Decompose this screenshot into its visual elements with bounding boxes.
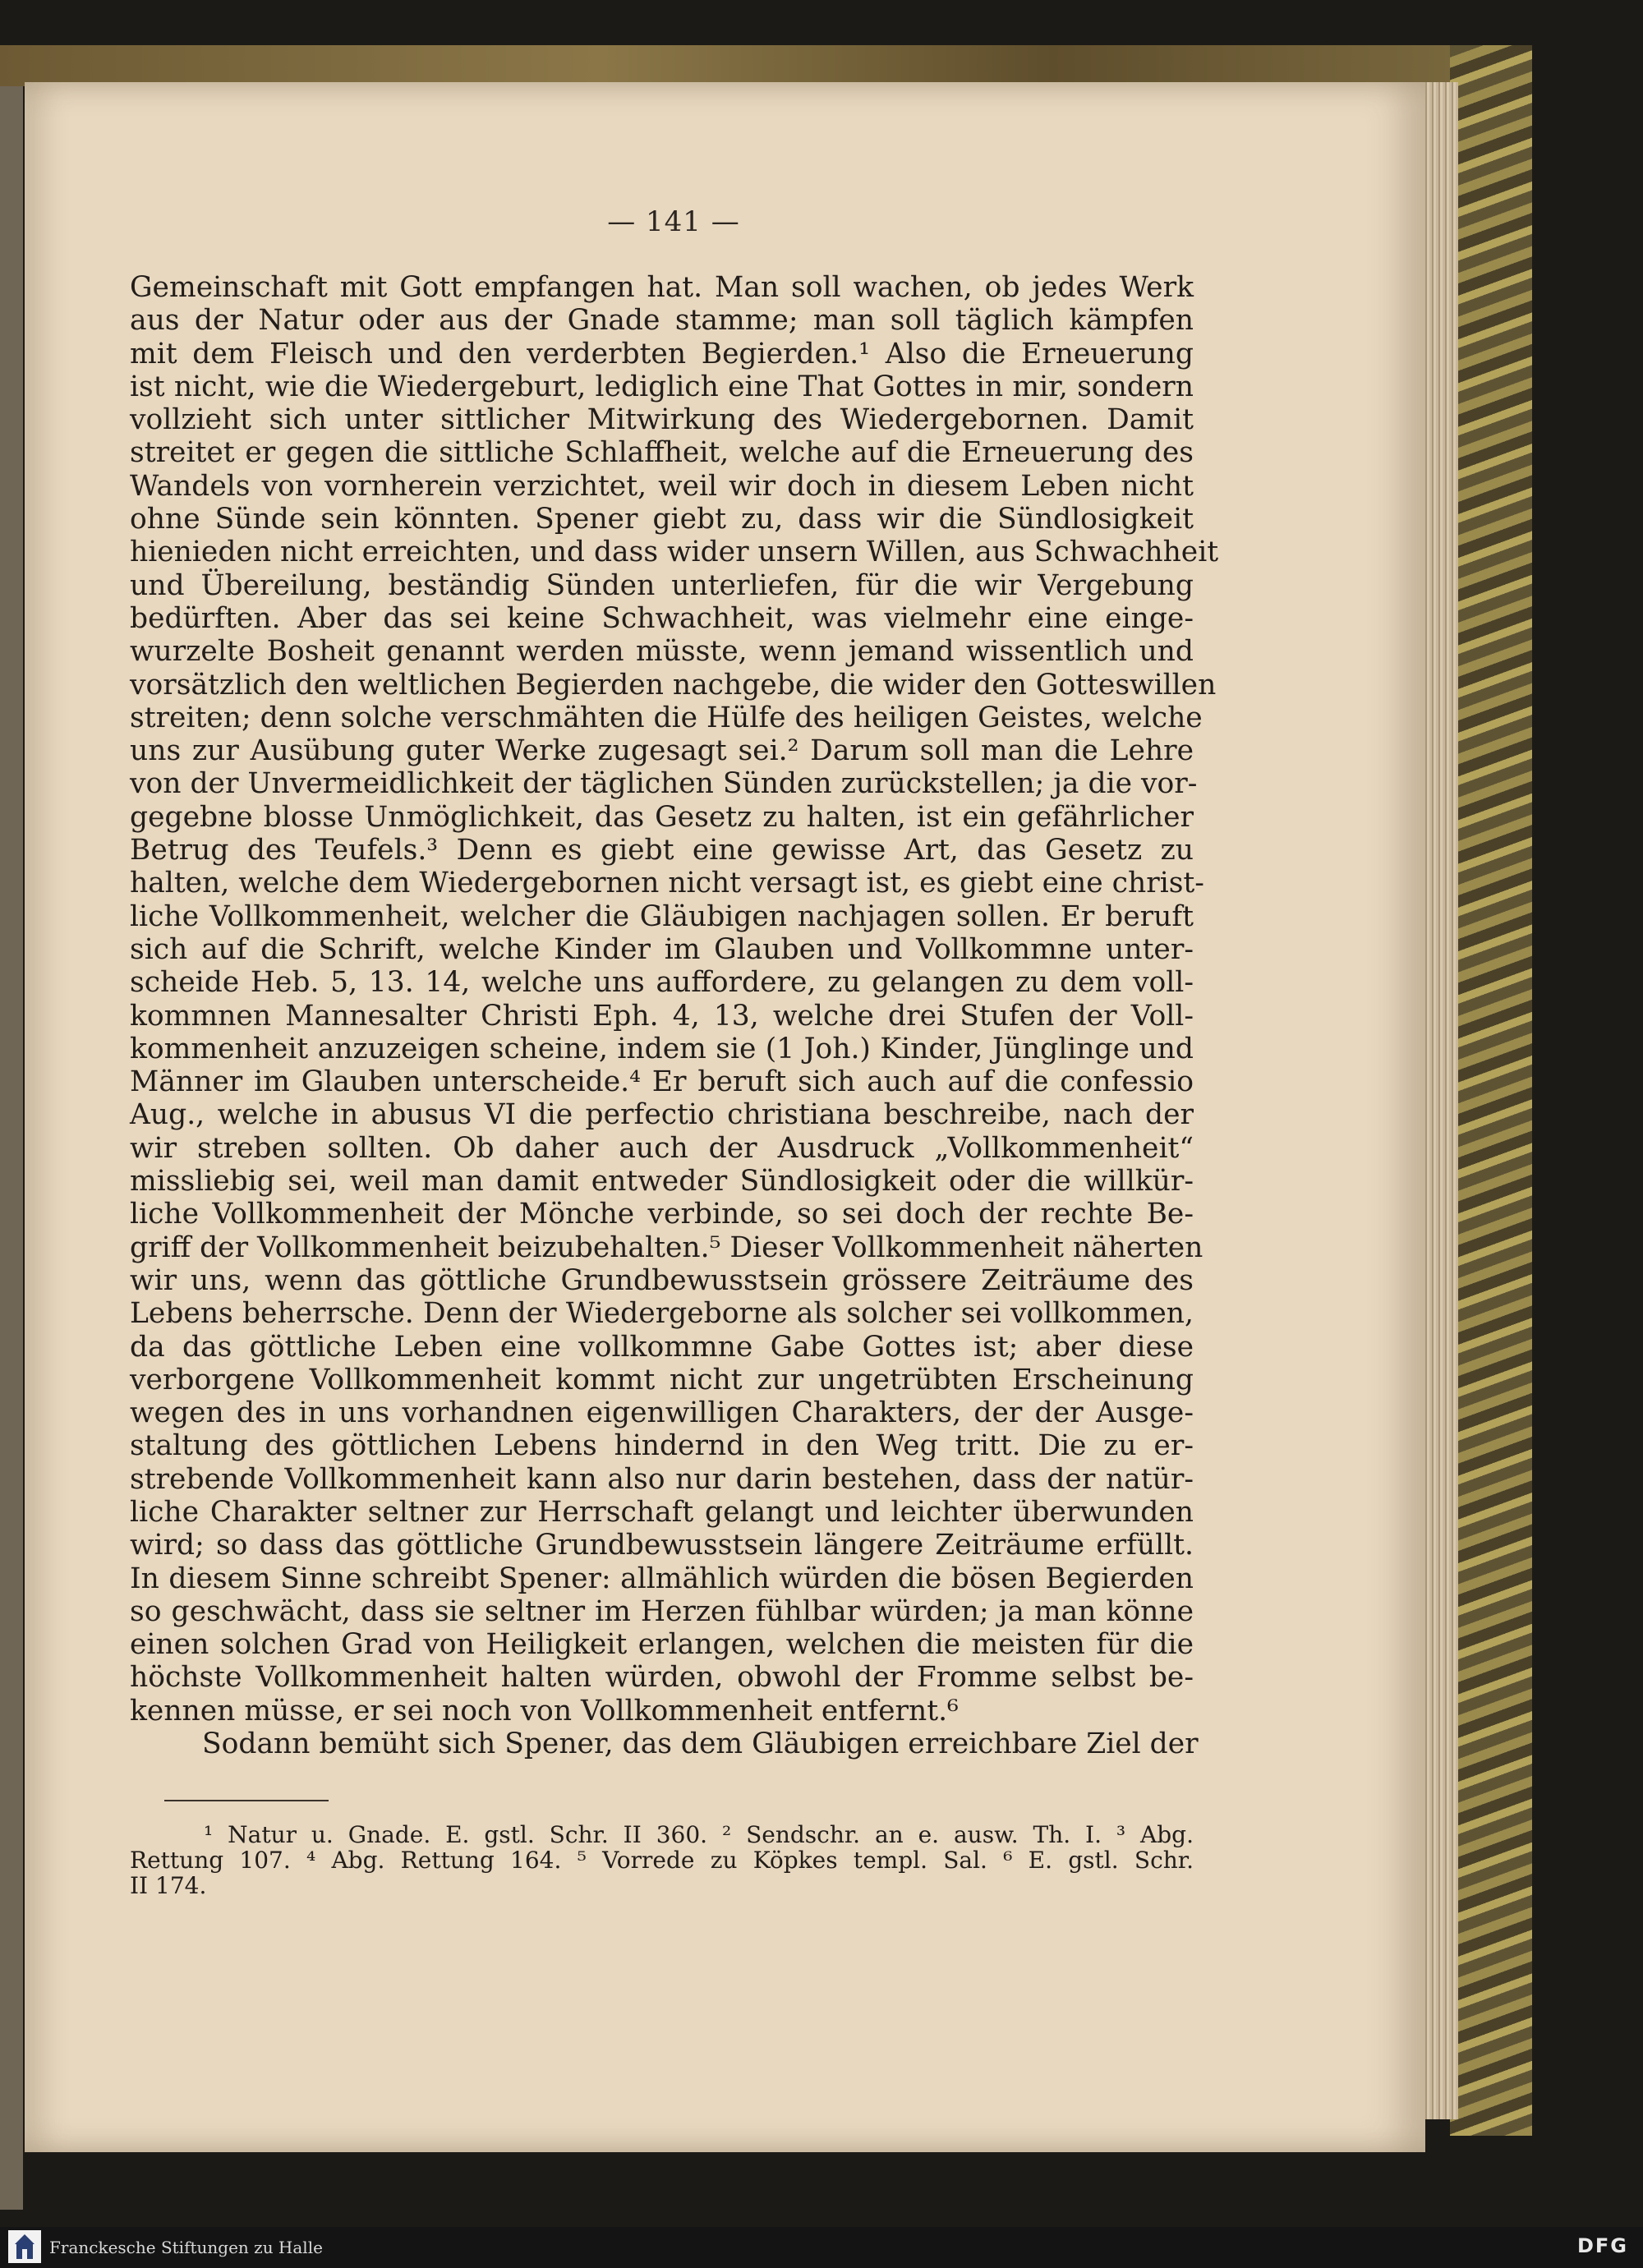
footnote-line: Rettung 107. ⁴ Abg. Rettung 164. ⁵ Vorrede zu Köpkes templ. Sal. ⁶ E. gstl. Schr. [130,1847,1194,1874]
text-line: ist nicht, wie die Wiedergeburt, lediglich eine That Gottes in mir, sondern [130,370,1194,403]
text-line: wegen des in uns vorhandnen eigenwilligen Charakters, der der Ausge- [130,1396,1194,1430]
institution-logo-icon[interactable] [8,2230,41,2263]
text-line: missliebig sei, weil man damit entweder Sündlosigkeit oder die willkür- [130,1165,1194,1198]
text-line: strebende Vollkommenheit kann also nur darin bestehen, dass der natür- [130,1462,1194,1496]
text-line: Betrug des Teufels.³ Denn es giebt eine gewisse Art, das Gesetz zu [130,834,1194,867]
text-line: gegebne blosse Unmöglichkeit, das Gesetz zu halten, ist ein gefährlicher [130,800,1194,834]
text-line: Lebens beherrsche. Denn der Wiedergeborne als solcher sei vollkommen, [130,1297,1194,1331]
text-line: Sodann bemüht sich Spener, das dem Gläubigen erreichbare Ziel der [202,1727,1199,1761]
text-line: von der Unvermeidlichkeit der täglichen Sünden zurückstellen; ja die vor- [130,767,1198,801]
text-line: kommenheit anzuzeigen scheine, indem sie (1 Joh.) Kinder, Jünglinge und [130,1032,1194,1065]
text-line: Aug., welche in abusus VI die perfectio christiana beschreibe, nach der [130,1098,1194,1132]
text-line: Wandels von vornherein verzichtet, weil wir doch in diesem Leben nicht [130,469,1194,503]
body-text [130,271,1219,1761]
text-line: wurzelte Bosheit genannt werden müsste, wenn jemand wissentlich und [130,635,1194,669]
book-cover-top [0,45,1503,86]
book-cover-right [1450,45,1532,2136]
text-line: und Übereilung, beständig Sünden unterliefen, für die wir Vergebung [130,568,1194,602]
text-line: verborgene Vollkommenheit kommt nicht zur ungetrübten Erscheinung [130,1363,1194,1396]
text-line: hienieden nicht erreichten, und dass wider unsern Willen, aus Schwachheit [130,536,1219,569]
text-line: bedürften. Aber das sei keine Schwachheit, was vielmehr eine einge- [130,601,1194,635]
text-line: kennen müsse, er sei noch von Vollkommenheit entfernt.⁶ [130,1694,959,1727]
text-line: da das göttliche Leben eine vollkommne Gabe Gottes ist; aber diese [130,1330,1194,1364]
institution-name[interactable]: Franckesche Stiftungen zu Halle [49,2238,323,2257]
text-line: uns zur Ausübung guter Werke zugesagt sei.² Darum soll man die Lehre [130,734,1194,768]
text-line: griff der Vollkommenheit beizubehalten.⁵ Dieser Vollkommenheit näherten [130,1231,1203,1264]
text-line: streiten; denn solche verschmähten die Hülfe des heiligen Geistes, welche [130,701,1203,734]
text-line: so geschwächt, dass sie seltner im Herzen fühlbar würden; ja man könne [130,1594,1194,1628]
text-line: In diesem Sinne schreibt Spener: allmählich würden die bösen Begierden [130,1562,1194,1595]
text-line: wir streben sollten. Ob daher auch der Ausdruck „Vollkommenheit“ [130,1131,1194,1165]
text-line: staltung des göttlichen Lebens hindernd in den Weg tritt. Die zu er- [130,1429,1194,1463]
text-line: vollzieht sich unter sittlicher Mitwirkung des Wiedergebornen. Damit [130,403,1194,437]
text-line: einen solchen Grad von Heiligkeit erlangen, welchen die meisten für die [130,1628,1194,1662]
text-line: liche Charakter seltner zur Herrschaft gelangt und leichter überwunden [130,1495,1194,1529]
text-line: liche Vollkommenheit der Mönche verbinde, so sei doch der rechte Be- [130,1198,1194,1231]
text-line: ohne Sünde sein könnten. Spener giebt zu, dass wir die Sündlosigkeit [130,503,1194,536]
footnote-divider [164,1800,329,1801]
text-line: mit dem Fleisch und den verderbten Begierden.¹ Also die Erneuerung [130,337,1194,370]
text-line: wird; so dass das göttliche Grundbewusstsein längere Zeiträume erfüllt. [130,1529,1194,1562]
footnote-line: II 174. [130,1872,207,1899]
text-line: Gemeinschaft mit Gott empfangen hat. Man soll wachen, ob jedes Werk [130,271,1194,304]
text-line: sich auf die Schrift, welche Kinder im Glauben und Vollkommne unter- [130,932,1194,966]
footnote-line: ¹ Natur u. Gnade. E. gstl. Schr. II 360. ² Sendschr. an e. ausw. Th. I. ³ Abg. [204,1821,1194,1848]
text-line: höchste Vollkommenheit halten würden, obwohl der Fromme selbst be- [130,1661,1194,1695]
dfg-logo: DFG [1576,2234,1628,2257]
text-line: Männer im Glauben unterscheide.⁴ Er beruft sich auch auf die confessio [130,1065,1194,1099]
text-line: liche Vollkommenheit, welcher die Gläubigen nachjagen sollen. Er beruft [130,899,1194,933]
text-line: wir uns, wenn das göttliche Grundbewusstsein grössere Zeiträume des [130,1263,1194,1297]
page-number: — 141 — [607,205,740,238]
text-line: scheide Heb. 5, 13. 14, welche uns auffordere, zu gelangen zu dem voll- [130,966,1194,1000]
footnotes [130,1822,1194,1898]
book-cover-left [0,74,23,2210]
text-line: aus der Natur oder aus der Gnade stamme; man soll täglich kämpfen [130,304,1194,338]
text-line: kommnen Mannesalter Christi Eph. 4, 13, welche drei Stufen der Voll- [130,999,1194,1033]
text-line: vorsätzlich den weltlichen Begierden nachgebe, die wider den Gotteswillen [130,668,1217,702]
text-line: streitet er gegen die sittliche Schlaffheit, welche auf die Erneuerung des [130,436,1194,470]
text-line: halten, welche dem Wiedergebornen nicht versagt ist, es giebt eine christ- [130,867,1204,900]
